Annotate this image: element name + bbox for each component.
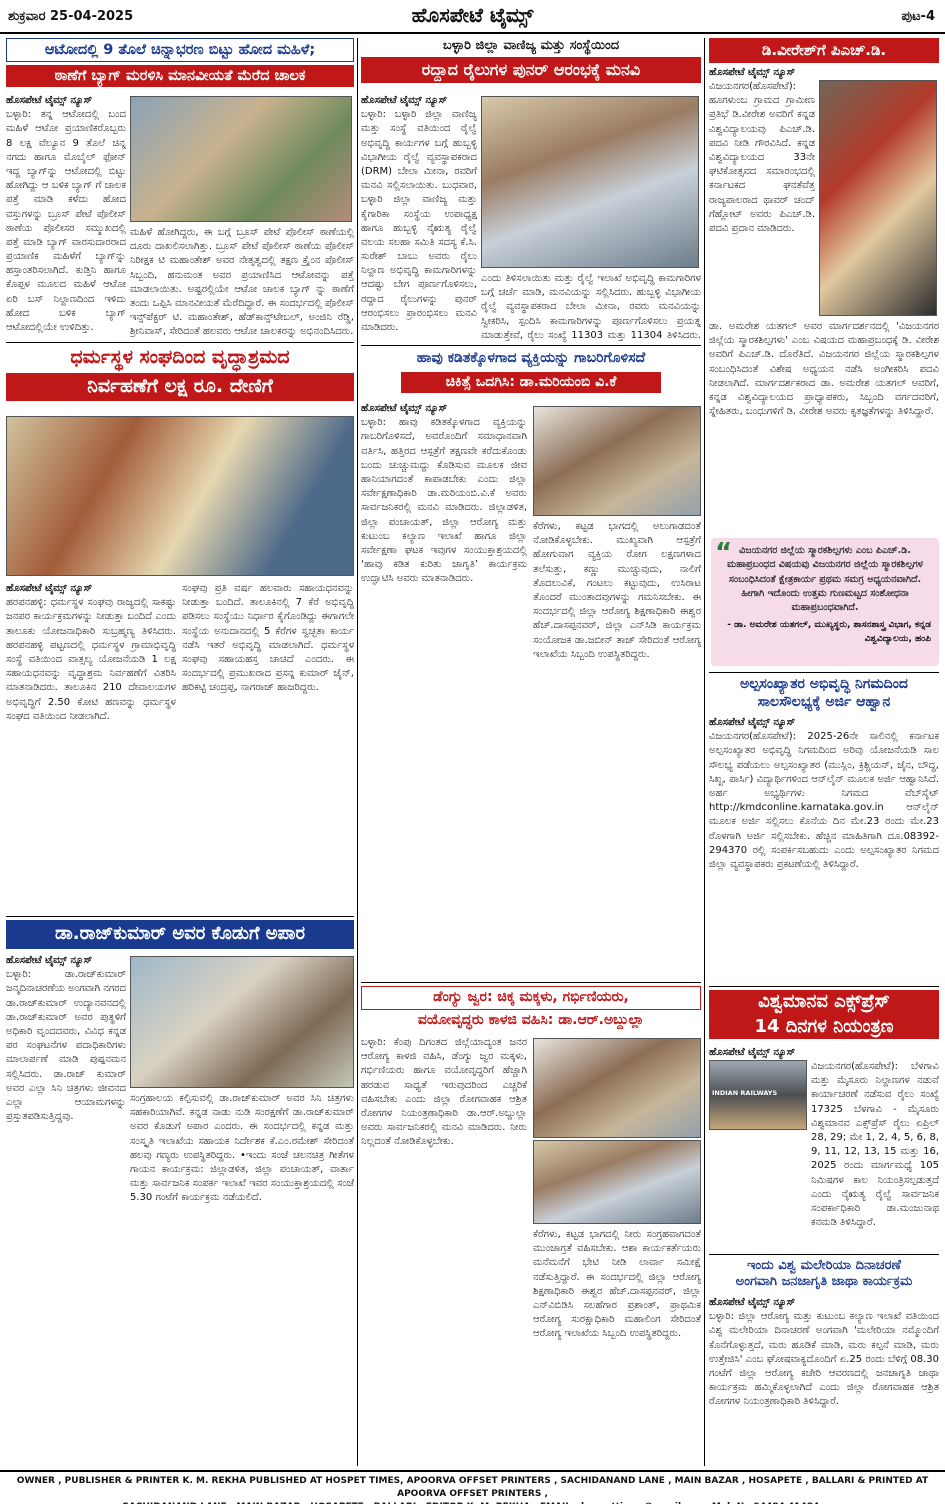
byline: ಹೊಸಪೇಟೆ ಟೈಮ್ಸ್ ನ್ಯೂಸ್ xyxy=(361,403,448,414)
story-headline: ಅಲ್ಪಸಂಖ್ಯಾತರ ಅಭಿವೃದ್ಧಿ ನಿಗಮದಿಂದ ಸಾಲಸೌಲಭ್ಯಕ್ಕೆ ಅರ್ಜಿ ಆಹ್ವಾನ xyxy=(740,676,908,710)
byline: ಹೊಸಪೇಟೆ ಟೈಮ್ಸ್ ನ್ಯೂಸ್ xyxy=(709,67,796,78)
news-photo xyxy=(481,96,699,268)
story-text: ವಿಜಯನಗರ(ಹೊಸಪೇಟೆ): 2025-26ನೇ ಸಾಲಿನಲ್ಲಿ ಕರ್ನಾಟಕ ಅಲ್ಪಸಂಖ್ಯಾತರ ಅಭಿವೃದ್ಧಿ ನಿಗಮದಿಂದ ಅರಿವು ಯೋಜನೆಯಡಿ ಸಾಲ ಸೌಲಭ್ಯ ಪಡೆಯಲು ಅಲ್ಪಸಂಖ್ಯಾತರ (ಮುಸ್ಲಿಂ, ಕ್ರಿಶ್ಚಿಯನ್, ಜೈನ, ಬೌದ್ಧ, ಸಿಖ್ಖ, ಪಾರ್ಸಿ) ವಿದ್ಯಾರ್ಥಿಗಳಿಂದ ಆನ್‌ಲೈನ್ ಮೂಲಕ ಅರ್ಜಿ ಆಹ್ವಾನಿಸಿದೆ. ಅರ್ಹ ಅಭ್ಯರ್ಥಿಗಳು ನಿಗಮದ ವೆಬ್‌ಸೈಟ್ http://kmdconline.karnataka.gov.in ಆನ್‌ಲೈನ್ ಮೂಲಕ ಅರ್ಜಿ ಸಲ್ಲಿಸಲು ಕೊನೆಯ ದಿನ ಮೇ.23 ರಂದು ಮೇ.23 ರೊಳಗಾಗಿ ಅರ್ಜಿ ಸಲ್ಲಿಸಬೇಕು. ಹೆಚ್ಚಿನ ಮಾಹಿತಿಗಾಗಿ ದೂ.08392-294370 ರಲ್ಲಿ ಸಂಪರ್ಕಿಸಬಹುದು ಎಂದು ಅಲ್ಪಸಂಖ್ಯಾತರ ನಿಗಮದ ಜಿಲ್ಲಾ ವ್ಯವಸ್ಥಾಪಕರು ಪ್ರಕಟಣೆಯಲ್ಲಿ ತಿಳಿಸಿದ್ದಾರೆ. xyxy=(709,731,939,870)
story-headline: ರದ್ದಾದ ರೈಲುಗಳ ಪುನರ್ ಆರಂಭಕ್ಕೆ ಮನವಿ xyxy=(361,57,701,83)
quote-icon: “ xyxy=(715,538,733,568)
story-text: ಬಳ್ಳಾರಿ: ಡಾ.ರಾಜ್‌ಕುಮಾರ್ ಜನ್ಮದಿನಾಚರಣೆಯ ಅಂಗವಾಗಿ ನಗರದ ಡಾ.ರಾಜ್‌ಕುಮಾರ್ ಉದ್ಯಾನವನದಲ್ಲಿ ಡಾ.ರಾಜ್‌ಕುಮಾರ್ ಅವರ ಪುತ್ಥಳಿಗೆ ಅಧಿಕಾರಿ ವೃಂದದವರು, ವಿವಿಧ ಕನ್ನಡ ಪರ ಸಂಘಟನೆಗಳ ಪದಾಧಿಕಾರಿಗಳು ಮಾಲಾರ್ಪಣೆ ಮಾಡಿ ಪುಷ್ಪನಮನ ಸಲ್ಲಿಸಿದರು. ಡಾ.ರಾಜ್ ಕುಮಾರ್ ಅವರ ಎಲ್ಲಾ ಸಿನಿ ಚಿತ್ರಗಳು ಜೀವನದ ಎಲ್ಲಾ ಆಯಾಮಗಳನ್ನು ಪ್ರಸ್ತುತಪಡಿಸುತ್ತಿದ್ದವು. xyxy=(6,969,126,1123)
quote-text: ವಿಜಯನಗರ ಜಿಲ್ಲೆಯ ಸ್ಮಾರಕಶಿಲ್ಪಗಳು ಎಂಬ ಪಿಎಚ್.ಡಿ. ಮಹಾಪ್ರಬಂಧದ ವಿಷಯವು ವಿಜಯನಗರ ಜಿಲ್ಲೆಯ ಸ್ಮಾರಕಶಿಲ್ಪಗಳ ಸಂಬಂಧಿಸಿದಂತೆ ಕ್ಷೇತ್ರಕಾರ್ಯ ಪ್ರಥಮ ಸಮಗ್ರ ಅಧ್ಯಯನವಾಗಿದೆ. ಹೀಗಾಗಿ ಇದೊಂದು ಉತ್ತಮ ಗುಣಮಟ್ಟದ ಸಂಶೋಧನಾ ಮಹಾಪ್ರಬಂಧವಾಗಿದೆ. xyxy=(727,545,923,613)
byline: ಹೊಸಪೇಟೆ ಟೈಮ್ಸ್ ನ್ಯೂಸ್ xyxy=(6,955,93,966)
byline: ಹೊಸಪೇಟೆ ಟೈಮ್ಸ್ ನ್ಯೂಸ್ xyxy=(6,583,93,594)
story-headline: ನಿರ್ವಹಣೆಗೆ ಲಕ್ಷ ರೂ. ದೇಣಿಗೆ xyxy=(6,373,354,401)
imprint-line: OWNER , PUBLISHER & PRINTER K. M. REKHA PUBLISHED AT HOSPET TIMES, APOORVA OFFSET PRINTERS , SACHIDANAND LANE , MAIN BAZAR , HOSAPETE , BALLARI & PRINTED AT APOORVA OFFSET PRINTERS , xyxy=(16,1476,929,1500)
story-text: ಕೆರೆಗಳು, ಕಟ್ಟಡ ಭಾಗದಲ್ಲಿ ಅಲುಗಾಡದಂತೆ ನೋಡಿಕೊಳ್ಳಬೇಕು. ಮುಖ್ಯವಾಗಿ ಆಸ್ಪತ್ರೆಗೆ ಹೋಗುವಾಗ ವ್ಯಕ್ತಿಯ ರೋಗ ಲಕ್ಷಣಗಳಾದ ತಲೆಸುತ್ತು, ಕಣ್ಣು ಮುಚ್ಚುವುದು, ನಾಲಿಗೆ ತೊದಲುವಿಕೆ, ಗಂಟಲು ಕಟ್ಟುವುದು, ಉಸಿರಾಟ ತೊಂದರೆ ಮುಂತಾದವುಗಳನ್ನು ಗಮನಿಸಬೇಕು. ಈ ಸಂದರ್ಭದಲ್ಲಿ ಜಿಲ್ಲಾ ಆರೋಗ್ಯ ಶಿಕ್ಷಣಾಧಿಕಾರಿ ಈಶ್ವರ ಹೆಚ್.ದಾಸಪ್ಪನವರ್, ಜಿಲ್ಲಾ ಎನ್‌ಸಿಡಿ ಕಾರ್ಯಕ್ರಮ ಸಂಯೋಜಕ ಡಾ.ಜಬೀನ್ ತಾಜ್ ಸೇರಿದಂತೆ ಆರೋಗ್ಯ ಇಲಾಖೆಯ ಸಿಬ್ಬಂದಿ ಉಪಸ್ಥಿತರಿದ್ದರು. xyxy=(533,521,701,660)
story-text: ಎಂದು ತಿಳಿಸಲಾಯಿತು ಮತ್ತು ರೈಲ್ವೆ ಇಲಾಖೆ ಅಭಿವೃದ್ಧಿ ಕಾಮಗಾರಿಗಳ ಬಗ್ಗೆ ಚರ್ಚೆ ಮಾಡಿ, ಮನವಿಯನ್ನು ಸಲ್ಲಿಸಿದರು. ಹುಬ್ಬಳ್ಳಿ ವಿಭಾಗೀಯ ರೈಲ್ವೆ ವ್ಯವಸ್ಥಾಪಕರಾದ ಬೇಲಾ ಮೀನಾ, ರವರು ಮನವಿಯನ್ನು ಸ್ವೀಕರಿಸಿ, ಸ್ಪಂದಿಸಿ ಕಾಮಗಾರಿಗಳನ್ನು ಪೂರ್ಣಗೊಳಿಸಲು ಪ್ರಯತ್ನ ಮಾಡುತ್ತೇವೆ, ರೈಲು ಸಂಖ್ಯೆ 11303 ಮತ್ತು 11304 ತಿಳಿಸಿದರು. xyxy=(481,273,701,341)
issue-date: ಶುಕ್ರವಾರ 25-04-2025 xyxy=(8,9,134,24)
story-snake-bite xyxy=(361,350,701,978)
story-gold-returned xyxy=(6,38,354,340)
byline: ಹೊಸಪೇಟೆ ಟೈಮ್ಸ್ ನ್ಯೂಸ್ xyxy=(6,95,93,106)
byline: ಹೊಸಪೇಟೆ ಟೈಮ್ಸ್ ನ್ಯೂಸ್ xyxy=(361,95,448,106)
story-text: ಬಳ್ಳಾರಿ: ತನ್ನ ಆಟೋದಲ್ಲಿ ಬಂದ ಮಹಿಳೆ ಆಟೋ ಪ್ರಯಾಣಿಕರೊಬ್ಬರು 8 ಲಕ್ಷ ವೆಲ್ಯೂನ 9 ತೊಲೆ ಚಿನ್ನ ನಗದು ಹಾಗೂ ಮೊಬೈಲ್ ಫೋನ್ ಇದ್ದ ಬ್ಯಾಗ್‌ನ್ನು ಆಟೋದಲ್ಲಿ ಬಿಟ್ಟು ಹೋಗಿದ್ದು ಆ ಬಳಿಕ ಬ್ಯಾಗ್ ಗೆ ಚಾಲಕ ಪತ್ತೆ ಮಾಡಿ ಕಳೆದು ಹೋದ ವಸ್ತುಗಳನ್ನು ಬ್ರೂಸ್ ಪೇಟೆ ಪೊಲೀಸ್ ಠಾಣೆಯ ಪೊಲೀಸರ ಸಮ್ಮುಖದಲ್ಲಿ ಪತ್ತೆ ಮಾಡಿ ಬ್ಯಾಗ್ ವಾರಸುದಾರರಾದ ಪ್ರಯಾಣಿಕ ಮಹಿಳೆಗೆ ಬ್ಯಾಗ್‌ನ್ನು ಹಸ್ತಾಂತರಿಸಲಾಗಿದೆ. ಕುಡ್ತಿನಿ ಹಾಗೂ ಕೊಪ್ಪಳ ಮೂಲದ ಮಹಿಳೆ ಆಟೋ ಏರಿ ಬಸ್ ನಿಲ್ದಾಣದಿಂದ ಇಳಿದು ಹೋದ ಬಳಿಕ ಬ್ಯಾಗ್ ಆಟೋದಲ್ಲಿಯೇ ಉಳಿದಿತ್ತು. xyxy=(6,109,126,333)
portrait-photo xyxy=(819,80,937,316)
story-rajkumar xyxy=(6,920,354,1466)
story-text: ವಿಜಯನಗರ(ಹೊಸಪೇಟೆ): ಹೂಗಳುಂಬ ಗ್ರಾಮದ ಗ್ರಾಮೀಣ ಪ್ರತಿಭೆ ಡಿ.ವೀರೇಶ ಅವರಿಗೆ ಕನ್ನಡ ವಿಶ್ವವಿದ್ಯಾಲಯವು ಪಿಎಚ್.ಡಿ. ಪದವಿ ನೀಡಿ ಗೌರವಿಸಿದೆ. ಕನ್ನಡ ವಿಶ್ವವಿದ್ಯಾಲಯದ 33ನೇ ಘಟಿಕೋತ್ಸವದ ಸಮಾರಂಭದಲ್ಲಿ ಕರ್ನಾಟಕದ ಘನತೆವೆತ್ತ ರಾಜ್ಯಪಾಲರಾದ ಥಾವರ್ ಚಂದ್ ಗೆಹ್ಲೋಟ್ ಅವರು ಪಿಎಚ್.ಡಿ. ಪದವಿ ಪ್ರದಾನ ಮಾಡಿದರು. xyxy=(709,81,815,234)
story-text: ಕೆರೆಗಳು, ಕಟ್ಟಡ ಭಾಗದಲ್ಲಿ ನೀರು ಸಂಗ್ರಹವಾಗದಂತೆ ಮುಂಜಾಗ್ರತೆ ವಹಿಸಬೇಕು. ಆಶಾ ಕಾರ್ಯಕರ್ತೆಯರು ಮನೆಮನೆಗೆ ಭೇಟಿ ನೀಡಿ ಲಾರ್ವಾ ಸಮೀಕ್ಷೆ ನಡೆಸುತ್ತಿದ್ದಾರೆ. ಈ ಸಂದರ್ಭದಲ್ಲಿ ಜಿಲ್ಲಾ ಆರೋಗ್ಯ ಶಿಕ್ಷಣಾಧಿಕಾರಿ ಈಶ್ವರ ಹೆಚ್.ದಾಸಪ್ಪನವರ್, ಜಿಲ್ಲಾ ಎನ್‌ವಿಬಿಡಿಸಿ ಸಲಹೆಗಾರ ಪ್ರಶಾಂತ್, ಪ್ರಾಥಮಿಕ ಆರೋಗ್ಯ ಸುರಕ್ಷಾಧಿಕಾರಿ ಮಹಾಲಿಂಗ ಸೇರಿದಂತೆ ಆರೋಗ್ಯ ಇಲಾಖೆಯ ಸಿಬ್ಬಂದಿ ಉಪಸ್ಥಿತರಿದ್ದರು. xyxy=(533,1229,701,1340)
news-photo xyxy=(130,956,354,1088)
story-text: ಸಂಘವು ಪ್ರತಿ ವರ್ಷ ಹಲವಾರು ಸಹಾಯಧನವನ್ನು ನೀಡುತ್ತಾ ಬಂದಿದೆ. ತಾಲೂಕಿನಲ್ಲಿ 7 ಕೆರೆ ಅಭಿವೃದ್ಧಿ ಪಡಿಸಲು ಸಂಸ್ಥೆಯು ನಿರ್ಧಾರ ಕೈಗೊಂಡಿದ್ದು ಈಗಾಗಲೇ ಸಂಸ್ಥೆಯ ಅನುದಾನದಲ್ಲಿ 5 ಕೆರೆಗಳ ಸ್ವಚ್ಛತಾ ಕಾರ್ಯ ನಡೆಸಿ ಇತರೆ ಅಭಿವೃದ್ಧಿ ಮಾಡಲಾಗಿದೆ. ಧರ್ಮಸ್ಥಳ ಸಂಘವು ಸಹಾಯಹಸ್ತ ಚಾಚಿದೆ ಎಂದರು. ಈ ಸಂದರ್ಭದಲ್ಲಿ ಪ್ರಮುಖರಾದ ಪ್ರಸನ್ನ ಕುಮಾರ್ ಜೈನ್, ಹರಿಕಟ್ಟಿ ಚಂದ್ರಪ್ಪ, ನಾಗರಾಜ್ ಹಾಜರಿದ್ದರು. xyxy=(182,583,354,694)
story-headline: ಇಂದು ವಿಶ್ವ ಮಲೇರಿಯಾ ದಿನಾಚರಣೆ xyxy=(746,1258,902,1273)
story-headline: ಆಟೋದಲ್ಲಿ 9 ತೊಲೆ ಚಿನ್ನಾಭರಣ ಬಿಟ್ಟು ಹೋದ ಮಹಿಳೆ; xyxy=(6,38,354,62)
story-headline: 14 ದಿನಗಳ ನಿಯಂತ್ರಣ xyxy=(709,1015,939,1040)
news-photo xyxy=(130,96,352,222)
story-text: ಮಹಿಳೆ ಹೋಗಿದ್ದರು, ಈ ಬಗ್ಗೆ ಬ್ರೂಸ್ ಪೇಟೆ ಪೊಲೀಸ್ ಠಾಣೆಯಲ್ಲಿ ದೂರು ದಾಖಲಿಸಲಾಗಿತ್ತು. ಬ್ರೂಸ್ ಪೇಟೆ ಪೊಲೀಸ್ ಠಾಣೆಯ ಪೊಲೀಸ್ ನಿರೀಕ್ಷಕ ಟಿ ಮಹಾಂತೇಶ್ ಅವರ ನೇತೃತ್ವದಲ್ಲಿ ತಕ್ಷಣ ಕ್ರೈಂನ ಪೊಲೀಸ್ ಸಿಬ್ಬಂದಿ, ಹನುಮಂತ ಅವರ ಪ್ರಯಾಣಿಸಿದ ಆಟೋವನ್ನು ಪತ್ತೆ ಮಾಡಲಾಯಿತು. ಅಷ್ಟರಲ್ಲಿಯೇ ಆಟೋ ಚಾಲಕ ಬ್ಯಾಗ್ ನ್ನು ಠಾಣೆಗೆ ತಂದು ಒಪ್ಪಿಸಿ ಮಾನವೀಯತೆ ಮೆರೆದಿದ್ದಾರೆ. ಈ ಸಂದರ್ಭದಲ್ಲಿ ಪೊಲೀಸ್ ಇನ್ಸ್‌ಪೆಕ್ಟರ್ ಟಿ. ಮಹಾಂತೇಶ್, ಹೆಡ್‌ಕಾನ್ಸ್‌ಟೇಬಲ್, ಅಂಜಿನಿ ರೆಡ್ಡಿ, ಶ್ರೀನಿವಾಸ್, ಸೇರಿದಂತೆ ಹಲವರು ಆಟೋ ಚಾಲಕರನ್ನು ಅಭಿನಂದಿಸಿದರು. xyxy=(130,227,354,338)
story-subhead: ಚಿಕಿತ್ಸೆ ಒದಗಿಸಿ: ಡಾ.ಮರಿಯಂಬಿ ವಿ.ಕೆ xyxy=(401,372,661,394)
news-photo xyxy=(533,1038,701,1138)
byline: ಹೊಸಪೇಟೆ ಟೈಮ್ಸ್ ನ್ಯೂಸ್ xyxy=(709,1297,796,1308)
story-headline: ಡಾ.ರಾಜ್‌ಕುಮಾರ್ ಅವರ ಕೊಡುಗೆ ಅಪಾರ xyxy=(6,920,354,949)
story-dharmasthala xyxy=(6,346,354,912)
quote-attribution: - ಡಾ. ಅಮರೇಶ ಯತಗಲ್, ಮುಖ್ಯಸ್ಥರು, ಶಾಸನಶಾಸ್ತ್ರ ವಿಭಾಗ, ಕನ್ನಡ ವಿಶ್ವವಿದ್ಯಾಲಯ, ಹಂಪಿ xyxy=(727,620,931,644)
quote-box xyxy=(711,538,939,666)
story-text: ಬಳ್ಳಾರಿ: ಬಳ್ಳಾರಿ ಜಿಲ್ಲಾ ವಾಣಿಜ್ಯ ಮತ್ತು ಸಂಸ್ಥೆ ವತಿಯಿಂದ ರೈಲ್ವೆ ಅಭಿವೃದ್ಧಿ ಕಾರ್ಯಗಳ ಬಗ್ಗೆ ಹುಬ್ಬಳ್ಳಿ ವಿಭಾಗೀಯ ರೈಲ್ವೆ ವ್ಯವಸ್ಥಾಪಕರಾದ (DRM) ಬೇಲಾ ಮೀನಾ, ರವರಿಗೆ ಮನವಿ ಸಲ್ಲಿಸಲಾಯಿತು. ಬುಧವಾರ, ಬಳ್ಳಾರಿ ಜಿಲ್ಲಾ ವಾಣಿಜ್ಯ ಮತ್ತು ಕೈಗಾರಿಕಾ ಸಂಸ್ಥೆಯ ಉಪಾಧ್ಯಕ್ಷ ಹಾಗೂ ಹುಬ್ಬಳ್ಳಿ ನೈಋತ್ಯ ರೈಲ್ವೆ ವಲಯ ಸಲಹಾ ಸಮಿತಿ ಸದಸ್ಯ ಕೆ.ಸಿ. ಸುರೇಶ್ ಬಾಬು ಅವರು ರೈಲು ನಿಲ್ದಾಣ ಅಭಿವೃದ್ಧಿ ಕಾಮಗಾರಿಗಳನ್ನು ಆದಷ್ಟು ಬೇಗ ಪೂರ್ಣಗೊಳಿಸಲು, ರದ್ದಾದ ರೈಲುಗಳನ್ನು ಪುನರ್ ಆರಂಭಿಸಲು ಪ್ರಾರಂಭಿಸಲು ಮನವಿ ಮಾಡಿದರು. xyxy=(361,109,477,333)
story-minority-loan xyxy=(709,676,939,982)
story-headline: ಹಾವು ಕಡಿತಕ್ಕೊಳಗಾದ ವ್ಯಕ್ತಿಯನ್ನು ಗಾಬರಿಗೊಳಿಸದೆ xyxy=(416,350,646,366)
page-number: ಪುಟ-4 xyxy=(901,9,935,24)
story-text: ಸಂಗ್ರಹಾಲಯ ಕಲ್ಪಿಸುವಲ್ಲಿ ಡಾ.ರಾಜ್‌ಕುಮಾರ್ ಅವರ ಸಿನಿ ಚಿತ್ರಗಳು ಸಹಕಾರಿಯಾಗಿವೆ. ಕನ್ನಡ ನಾಡು ನುಡಿ ಸಂರಕ್ಷಣೆಗೆ ಡಾ.ರಾಜ್‌ಕುಮಾರ್ ಅವರ ಕೊಡುಗೆ ಅಪಾರ ಎಂದರು. ಈ ಸಂದರ್ಭದಲ್ಲಿ ಕನ್ನಡ ಮತ್ತು ಸಂಸ್ಕೃತಿ ಇಲಾಖೆಯ ಸಹಾಯಕ ನಿರ್ದೇಶಕ ಕೆ.ಎಂ.ರಮೇಶ್ ಸೇರಿದಂತೆ ಹಲವು ಗಣ್ಯರು ಉಪಸ್ಥಿತರಿದ್ದರು. •ಇಂದು ಸಂಜೆ ಚಲನಚಿತ್ರ ಗೀತೆಗಳ ಗಾಯನ ಕಾರ್ಯಕ್ರಮ: ಜಿಲ್ಲಾಡಳಿತ, ಜಿಲ್ಲಾ ಪಂಚಾಯತ್, ವಾರ್ತಾ ಮತ್ತು ಸಾರ್ವಜನಿಕ ಸಂಪರ್ಕ ಇಲಾಖೆ ಇವರ ಸಂಯುಕ್ತಾಶ್ರಯದಲ್ಲಿ ಸಂಜೆ 5.30 ಗಂಟೆಗೆ ಕಾರ್ಯಕ್ರಮ ನಡೆಯಲಿದೆ. xyxy=(130,1093,354,1204)
byline: ಹೊಸಪೇಟೆ ಟೈಮ್ಸ್ ನ್ಯೂಸ್ xyxy=(709,717,796,728)
story-malaria-day xyxy=(709,1258,939,1466)
story-phd xyxy=(709,38,939,668)
page-header xyxy=(0,0,945,34)
imprint-footer xyxy=(0,1470,945,1504)
story-headline: ಅಂಗವಾಗಿ ಜನಜಾಗೃತಿ ಜಾಥಾ ಕಾರ್ಯಕ್ರಮ xyxy=(735,1274,913,1290)
masthead: ಹೊಸಪೇಟೆ ಟೈಮ್ಸ್ xyxy=(411,3,534,27)
story-text: ಡಾ. ಅಮರೇಶ ಯತಗಲ್ ಅವರ ಮಾರ್ಗದರ್ಶನದಲ್ಲಿ 'ವಿಜಯನಗರ ಜಿಲ್ಲೆಯ ಸ್ಮಾರಕಶಿಲ್ಪಗಳು' ಎಂಬ ವಿಷಯದ ಮಹಾಪ್ರಬಂಧಕ್ಕೆ ಡಿ. ವೀರೇಶ ಅವರಿಗೆ ಪಿಎಚ್.ಡಿ. ದೊರೆತಿದೆ. ವಿಜಯನಗರ ಜಿಲ್ಲೆಯ ಸ್ಮಾರಕಶಿಲ್ಪಗಳ ಸಂಬಂಧಿಸಿದಂತೆ ವಿಶೇಷ ಅಧ್ಯಯನ ನಡೆಸಿ ಅಂಗೀಕರಿಸಿ ಪದವಿ ನೀಡಲಾಗಿದೆ. ಮಾರ್ಗದರ್ಶಕರಾದ ಡಾ. ಅಮರೇಶ ಯತಗಲ್ ಅವರಿಗೆ, ಕನ್ನಡ ವಿಶ್ವವಿದ್ಯಾಲಯದ ಪ್ರಾಧ್ಯಾಪಕರು, ಸಿಬ್ಬಂದಿ ವರ್ಗದವರಿಗೆ, ಸ್ನೇಹಿತರು, ಬಂಧುಗಳಿಗೆ ಡಿ. ವೀರೇಶ ಅವರು ಕೃತಜ್ಞತೆಗಳನ್ನು ತಿಳಿಸಿದ್ದಾರೆ. xyxy=(709,321,939,418)
news-photo xyxy=(6,416,354,576)
story-text: ಹರಪನಹಳ್ಳಿ: ಧರ್ಮಸ್ಥಳ ಸಂಘವು ರಾಜ್ಯದಲ್ಲಿ ಸಾಕಷ್ಟು ಜನಪರ ಕಾರ್ಯಕ್ರಮಗಳನ್ನು ನೀಡುತ್ತಾ ಬಂದಿದೆ ಎಂದು ತಾಲೂಕು ಯೋಜನಾಧಿಕಾರಿ ಸುಬ್ರಹ್ಮಣ್ಯ ತಿಳಿಸಿದರು. ಹರಪನಹಳ್ಳಿ ಪಟ್ಟಣದಲ್ಲಿ ಧರ್ಮಸ್ಥಳ ಗ್ರಾಮಾಭಿವೃದ್ಧಿ ಸಂಸ್ಥೆ ವತಿಯಿಂದ ವಾತ್ಸಲ್ಯ ಯೋಜನೆಯಡಿ 1 ಲಕ್ಷ ಸಹಾಯಧನವನ್ನು ವೃದ್ಧಾಶ್ರಮ ನಿರ್ವಹಣೆಗೆ ವಿತರಿಸಿ ಮಾತನಾಡಿದರು. ತಾಲೂಕಿನ 210 ದೇವಾಲಯಗಳ ಅಭಿವೃದ್ಧಿಗೆ 2.50 ಕೋಟಿ ಹಣವನ್ನು ಧರ್ಮಸ್ಥಳ ಸಂಘದ ವತಿಯಿಂದ ನೀಡಲಾಗಿದೆ. xyxy=(6,597,176,722)
story-headline: ಠಾಣೆಗೆ ಬ್ಯಾಗ್ ಮರಳಿಸಿ ಮಾನವೀಯತೆ ಮೆರೆದ ಚಾಲಕ xyxy=(6,65,354,87)
story-headline: ವಯೋವೃದ್ಧರು ಕಾಳಜಿ ವಹಿಸಿ: ಡಾ.ಆರ್.ಅಬ್ದುಲ್ಲಾ xyxy=(417,1011,645,1028)
story-text: ವಿಜಯನಗರ(ಹೊಸಪೇಟೆ): ಬೆಳಗಾವಿ ಮತ್ತು ಮೈಸೂರು ನಿಲ್ದಾಣಗಳ ನಡುವೆ ಕಾರ್ಯಾಚರಣೆ ನಡೆಸುವ ರೈಲು ಸಂಖ್ಯೆ 17325 ಬೆಳಗಾವಿ - ಮೈಸೂರು ವಿಶ್ವಮಾನವ ಎಕ್ಸ್‌ಪ್ರೆಸ್ ರೈಲು ಏಪ್ರಿಲ್ 28, 29; ಮೇ 1, 2, 4, 5, 6, 8, 9, 11, 12, 13, 15 ಮತ್ತು 16, 2025 ರಂದು ಮಾರ್ಗಮಧ್ಯೆ 105 ನಿಮಿಷಗಳ ಕಾಲ ನಿಯಂತ್ರಿಸಲ್ಪಡುತ್ತದೆ ಎಂದು ನೈಋತ್ಯ ರೈಲ್ವೆ ಸಾರ್ವಜನಿಕ ಸಂಪರ್ಕಾಧಿಕಾರಿ ಡಾ.ಮಂಜುನಾಥ ಕನಮಡಿ ತಿಳಿಸಿದ್ದಾರೆ. xyxy=(811,1061,939,1229)
story-headline: ಧರ್ಮಸ್ಥಳ ಸಂಘದಿಂದ ವೃದ್ಧಾಶ್ರಮದ xyxy=(70,346,290,368)
story-text: ಬಳ್ಳಾರಿ: ಹಾವು ಕಡಿತಕ್ಕೊಳಗಾದ ವ್ಯಕ್ತಿಯನ್ನು ಗಾಬರಿಗೊಳಿಸದೆ, ಅವರೊಂದಿಗೆ ಸಮಾಧಾನವಾಗಿ ವರ್ತಿಸಿ, ಹತ್ತಿರದ ಆಸ್ಪತ್ರೆಗೆ ತಕ್ಷಣವೇ ಕರೆದುಕೊಂಡು ಬಂದು ಚುಚ್ಚುಮದ್ದು ಕೊಡಿಸುವ ಮೂಲಕ ಜೀವ ಹಾನಿಯಾಗದಂತೆ ಕಾಪಾಡಬೇಕು ಎಂದು ಜಿಲ್ಲಾ ಸರ್ವೇಕ್ಷಣಾಧಿಕಾರಿ ಡಾ.ಮರಿಯಂಬಿ.ವಿ.ಕೆ ಅವರು ಸಾರ್ವಜನಿಕರಲ್ಲಿ ಮನವಿ ಮಾಡಿದರು. ಜಿಲ್ಲಾಡಳಿತ, ಜಿಲ್ಲಾ ಪಂಚಾಯತ್, ಜಿಲ್ಲಾ ಆರೋಗ್ಯ ಮತ್ತು ಕುಟುಂಬ ಕಲ್ಯಾಣ ಇಲಾಖೆ ಹಾಗೂ ಜಿಲ್ಲಾ ಸರ್ವೇಕ್ಷಣಾ ಘಟಕ ಇವುಗಳ ಸಂಯುಕ್ತಾಶ್ರಯದಲ್ಲಿ ‘ಹಾವು ಕಡಿತ ಕುರಿತು ಜಾಗೃತಿ’ ಕಾರ್ಯಕ್ರಮ ಉದ್ಘಾಟಿಸಿ ಅವರು ಮಾತನಾಡಿದರು. xyxy=(361,417,527,585)
news-photo xyxy=(533,1140,701,1224)
byline: ಹೊಸಪೇಟೆ ಟೈಮ್ಸ್ ನ್ಯೂಸ್ xyxy=(709,1047,796,1058)
story-text: ಬಳ್ಳಾರಿ: ಜಿಲ್ಲಾ ಆರೋಗ್ಯ ಮತ್ತು ಕುಟುಂಬ ಕಲ್ಯಾಣ ಇಲಾಖೆ ವತಿಯಿಂದ ವಿಶ್ವ ಮಲೇರಿಯಾ ದಿನಾಚರಣೆ ಅಂಗವಾಗಿ 'ಮಲೇರಿಯಾ ನಮ್ಮೊಂದಿಗೆ ಕೊನೆಗೊಳ್ಳುತ್ತದೆ, ಮರು ಹೂಡಿಕೆ ಮಾಡಿ, ಮರು ಕಲ್ಪನೆ ಮಾಡಿ, ಮರು ಉತ್ತೇಜಿಸಿ' ಎಂಬ ಘೋಷವಾಕ್ಯದೊಂದಿಗೆ ಏ.25 ರಂದು ಬೆಳಿಗ್ಗೆ 08.30 ಗಂಟೆಗೆ ಜಿಲ್ಲಾ ಆರೋಗ್ಯ ಕಚೇರಿ ಆವರಣದಲ್ಲಿ ಜನಜಾಗೃತಿ ಜಾಥಾ ಕಾರ್ಯಕ್ರಮ ಹಮ್ಮಿಕೊಳ್ಳಲಾಗಿದೆ ಎಂದು ಜಿಲ್ಲಾ ರೋಗವಾಹಕ ಆಶ್ರಿತ ರೋಗಗಳ ನಿಯಂತ್ರಣಾಧಿಕಾರಿ ತಿಳಿಸಿದ್ದಾರೆ. xyxy=(709,1311,939,1408)
news-photo xyxy=(533,406,701,516)
story-headline: ಡಿ.ವೀರೇಶ್‌ಗೆ ಪಿಎಚ್.ಡಿ. xyxy=(709,38,939,63)
train-photo-caption: INDIAN RAILWAYS xyxy=(712,1089,778,1097)
story-rail-petition xyxy=(361,38,701,343)
story-dengue xyxy=(361,986,701,1466)
train-photo xyxy=(709,1060,807,1130)
story-express-train xyxy=(709,990,939,1250)
story-kicker: ಬಳ್ಳಾರಿ ಜಿಲ್ಲಾ ವಾಣಿಜ್ಯ ಮತ್ತು ಸಂಸ್ಥೆಯಿಂದ xyxy=(442,38,620,53)
story-headline: ವಿಶ್ವಮಾನವ ಎಕ್ಸ್‌ಪ್ರೆಸ್ xyxy=(709,990,939,1015)
story-text: ಬಳ್ಳಾರಿ: ಕೆಂಪು ದಿಗಂತದ ಜಿಲ್ಲೆಯಾದ್ಯಂತ ಜನರ ಆರೋಗ್ಯ ಕಾಳಜಿ ವಹಿಸಿ, ಡೆಂಗ್ಯು ಜ್ವರ ಮಕ್ಕಳು, ಗರ್ಭಿಣಿಯರು ಹಾಗೂ ವಯೋವೃದ್ಧರಿಗೆ ಹೆಚ್ಚಾಗಿ ಹರಡುವ ಸಾಧ್ಯತೆ ಇರುವುದರಿಂದ ಎಚ್ಚರಿಕೆ ವಹಿಸಬೇಕು ಎಂದು ಜಿಲ್ಲಾ ರೋಗವಾಹಕ ಆಶ್ರಿತ ರೋಗಗಳ ನಿಯಂತ್ರಣಾಧಿಕಾರಿ ಡಾ.ಆರ್.ಅಬ್ದುಲ್ಲಾ ಅವರು ಸಾರ್ವಜನಿಕರಲ್ಲಿ ಮನವಿ ಮಾಡಿದರು. ನೀರು ನಿಲ್ಲದಂತೆ ನೋಡಿಕೊಳ್ಳಬೇಕು. xyxy=(361,1037,527,1148)
story-headline: ಡೆಂಗ್ಯು ಜ್ವರ: ಚಿಕ್ಕ ಮಕ್ಕಳು, ಗರ್ಭಿಣಿಯರು, xyxy=(361,986,701,1010)
